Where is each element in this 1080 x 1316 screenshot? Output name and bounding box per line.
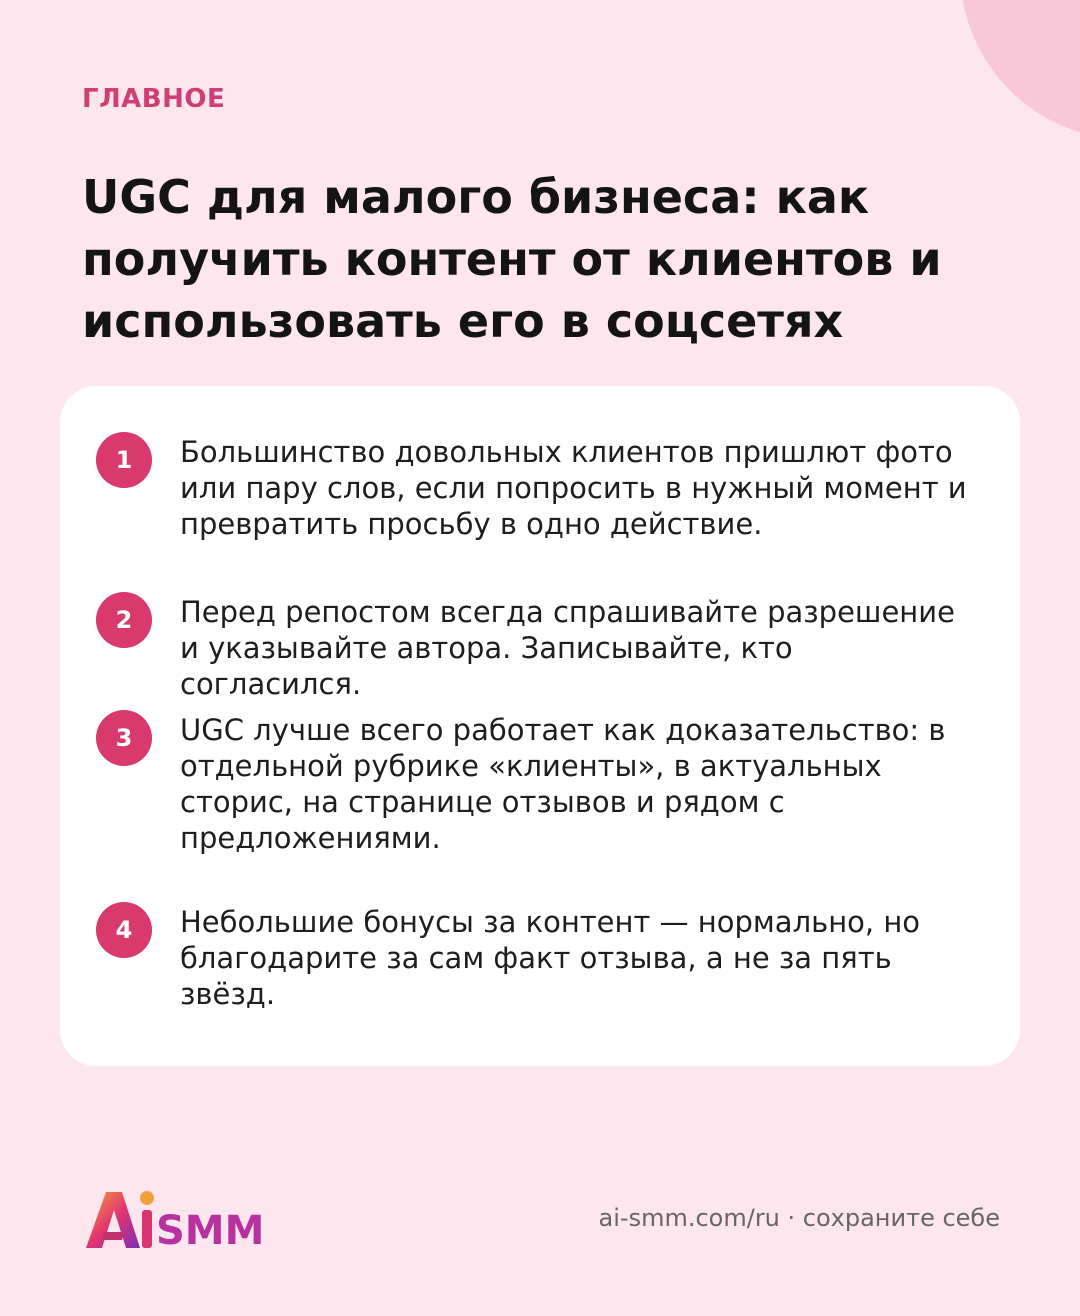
item-text: Небольшие бонусы за контент — нормально, но благодарите за сам факт отзыва, а не за пять звёзд. [180, 905, 921, 1011]
item-text: UGC лучше всего работает как доказательство: в отдельной рубрике «клиенты», в актуальных сторис, на странице отзывов и рядом с предложениями. [180, 713, 946, 855]
svg-text:SMM: SMM [156, 1208, 265, 1254]
item-text: Большинство довольных клиентов пришлют фото или пару слов, если попросить в нужный момент и превратить просьбу в одно действие. [180, 435, 967, 541]
page-title: UGC для малого бизнеса: как получить контент от клиентов и использовать его в соцсетях [82, 170, 942, 348]
item-number-badge: 1 [96, 432, 152, 488]
decorative-circle [960, 0, 1080, 140]
footer-tagline: ai-smm.com/ru · сохраните себе [598, 1204, 1000, 1232]
item-text: Перед репостом всегда спрашивайте разрешение и указывайте автора. Записывайте, кто согласился. [180, 595, 955, 701]
item-number-badge: 2 [96, 592, 152, 648]
brand-logo [82, 1184, 282, 1254]
item-number-badge: 4 [96, 902, 152, 958]
section-label: ГЛАВНОЕ [82, 84, 226, 114]
key-points-card [60, 386, 1020, 1066]
item-number-badge: 3 [96, 710, 152, 766]
